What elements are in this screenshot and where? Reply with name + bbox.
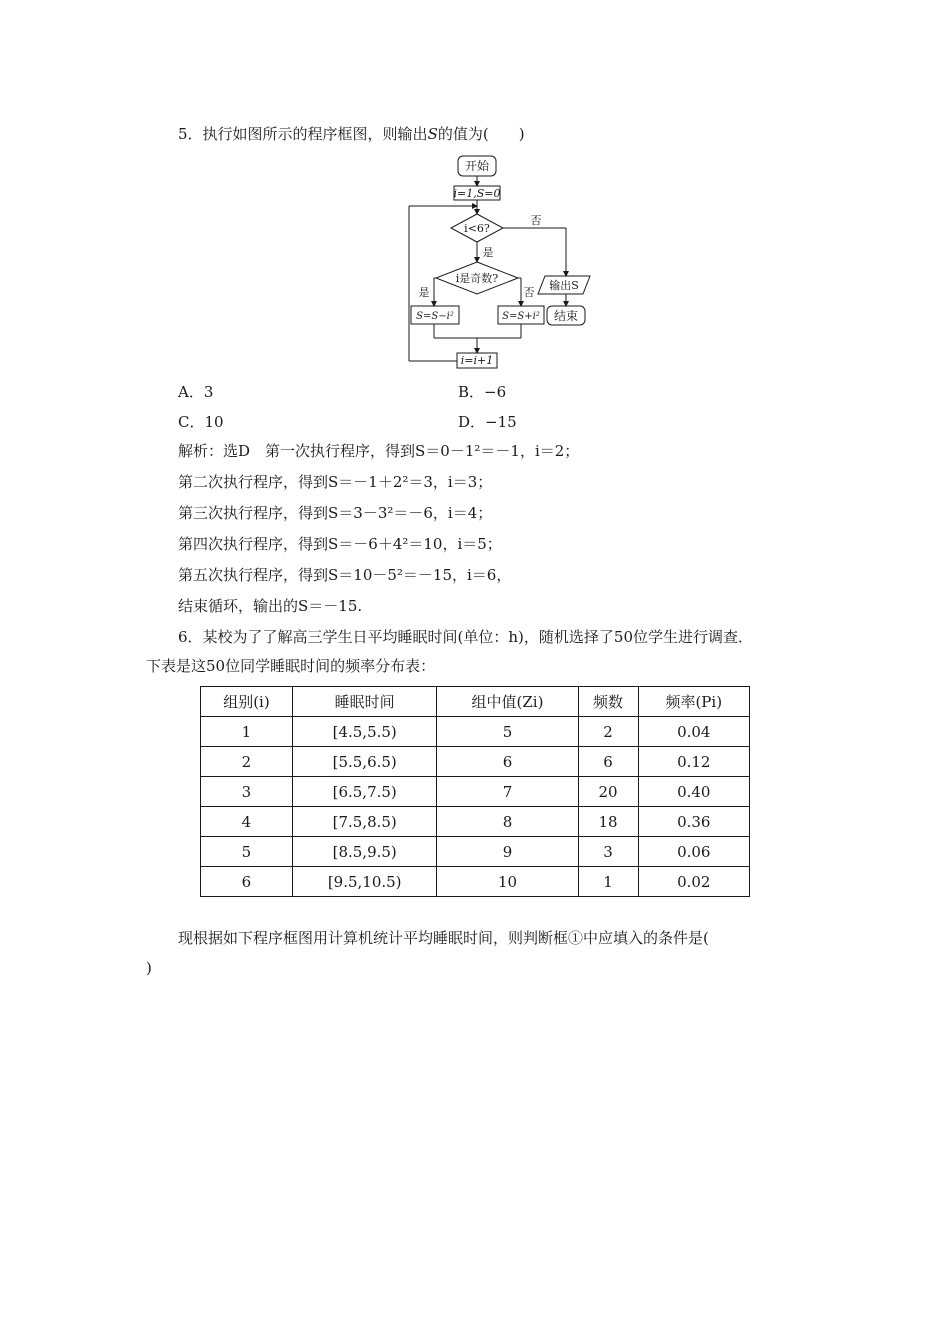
header-frequency: 频率(Pi)	[638, 687, 749, 717]
table-row: 1 [4.5,5.5) 5 2 0.04	[201, 717, 750, 747]
header-group: 组别(i)	[201, 687, 293, 717]
program-flowchart	[400, 150, 600, 372]
start-label: 开始	[464, 159, 490, 173]
option-b[interactable]: B．−6	[458, 383, 507, 401]
solution-line-1: 解析：选D 第一次执行程序，得到S＝0－1²＝－1，i＝2；	[178, 442, 580, 460]
end-label: 结束	[553, 309, 579, 323]
init-label: i=1,S=0	[453, 187, 501, 200]
option-d[interactable]: D．−15	[458, 413, 517, 431]
op-minus-label: S=S−i²	[416, 311, 454, 322]
yes2-label: 是	[418, 286, 430, 299]
solution-line-3: 第三次执行程序，得到S＝3－3²＝－6，i＝4；	[178, 504, 493, 522]
table-row: 5 [8.5,9.5) 9 3 0.06	[201, 837, 750, 867]
table-header-row	[201, 687, 750, 717]
solution-line-4: 第四次执行程序，得到S＝－6＋4²＝10，i＝5；	[178, 535, 502, 553]
header-count: 频数	[578, 687, 638, 717]
op-plus-label: S=S+i²	[502, 311, 540, 322]
header-sleep-time: 睡眠时间	[292, 687, 437, 717]
table-row: 3 [6.5,7.5) 7 20 0.40	[201, 777, 750, 807]
increment-label: i=i+1	[460, 354, 494, 367]
solution-line-2: 第二次执行程序，得到S＝－1＋2²＝3，i＝3；	[178, 473, 493, 491]
q5-stem: 5．执行如图所示的程序框图，则输出S的值为( )	[178, 125, 525, 143]
q6-intro-line-2: 下表是这50位同学睡眠时间的频率分布表：	[146, 657, 436, 675]
table-row: 2 [5.5,6.5) 6 6 0.12	[201, 747, 750, 777]
cond1-label: i<6?	[464, 222, 490, 235]
frequency-table	[200, 686, 750, 897]
solution-line-5: 第五次执行程序，得到S＝10－5²＝－15，i＝6，	[178, 566, 512, 584]
output-label: 输出S	[549, 279, 579, 292]
no1-label: 否	[530, 214, 542, 227]
header-midpoint: 组中值(Zi)	[437, 687, 578, 717]
option-a[interactable]: A．3	[178, 383, 214, 401]
q6-followup-line-2: )	[146, 959, 152, 977]
yes1-label: 是	[482, 246, 494, 259]
q6-intro-line-1: 6．某校为了了解高三学生日平均睡眠时间(单位：h)，随机选择了50位学生进行调查．	[178, 628, 753, 646]
table-row: 6 [9.5,10.5) 10 1 0.02	[201, 867, 750, 897]
q6-followup-line-1: 现根据如下程序框图用计算机统计平均睡眠时间，则判断框①中应填入的条件是(	[178, 929, 709, 947]
table-row: 4 [7.5,8.5) 8 18 0.36	[201, 807, 750, 837]
no2-label: 否	[523, 286, 535, 299]
solution-line-6: 结束循环，输出的S＝－15.	[178, 597, 363, 615]
cond2-label: i是奇数?	[455, 272, 499, 285]
option-c[interactable]: C．10	[178, 413, 224, 431]
